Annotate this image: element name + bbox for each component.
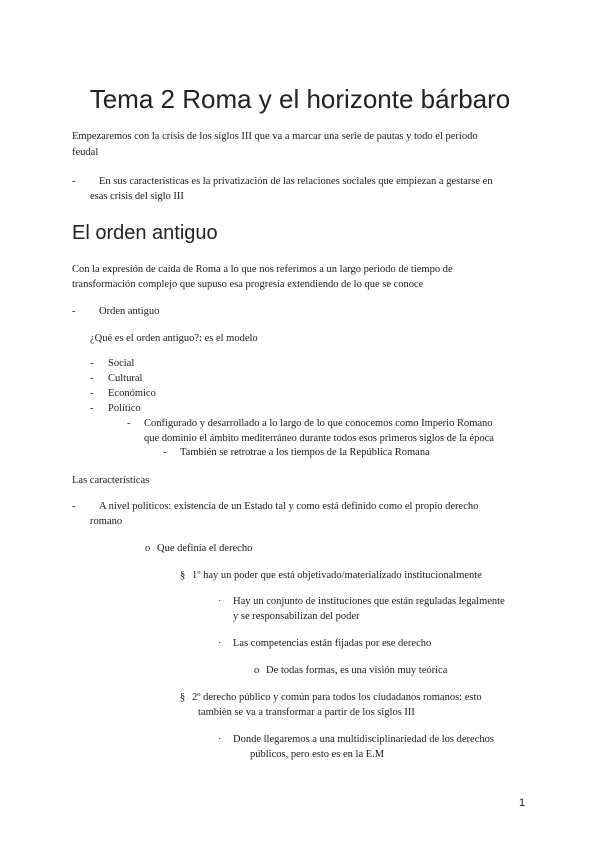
donde-line-1: Donde llegaremos a una multidisciplinariedad de los derechos [233,734,494,745]
intro-paragraph-line-2: feudal [72,147,99,158]
bullet-marker: - [127,418,131,429]
que-definia-line: Que definía el derecho [157,543,253,554]
point-2-line-1: 2º derecho público y común para todos los ciudadanos romanos: esto [192,692,482,703]
model-item-politico: Político [108,403,141,414]
dot-marker: · [218,596,222,607]
intro-paragraph-line-1: Empezaremos con la crisis de los siglos III que va a marcar una serie de pautas y todo el periodo [72,131,478,142]
bullet-marker: - [72,176,76,187]
donde-line-2: públicos, pero esto es en la E.M [250,749,385,760]
bullet-orden-antiguo: Orden antiguo [99,306,160,317]
circle-marker: o [254,665,260,676]
dot-marker: · [218,734,222,745]
section-paragraph-line-2: transformación complejo que supuso esa progresía extendiendo de lo que se conoce [72,279,424,290]
conjunto-line-2: y se responsabilizan del poder [233,611,360,622]
model-item-cultural: Cultural [108,373,143,384]
dot-marker: · [218,638,222,649]
page-number: 1 [519,797,526,809]
nivel-politico-line-2: romano [90,516,123,527]
point-1-line: 1º hay un poder que está objetivado/materializado institucionalmente [192,570,482,581]
bullet-marker: - [90,388,94,399]
nivel-politico-line-1: A nivel políticos: existencia de un Estado tal y como está definido como el propio derecho [99,501,479,512]
conjunto-line-1: Hay un conjunto de instituciones que están reguladas legalmente [233,596,505,607]
bullet-marker: - [163,447,167,458]
bullet-marker: - [90,358,94,369]
section-marker: § [180,692,186,703]
bullet-marker: - [72,501,76,512]
model-item-economico: Económico [108,388,156,399]
model-item-social: Social [108,358,135,369]
bullet-marker: - [72,306,76,317]
section-heading: El orden antiguo [72,222,218,244]
question-line: ¿Qué es el orden antiguo?: es el modelo [90,333,258,344]
point-2-line-2: también se va a transformar a partir de los siglos III [198,707,415,718]
document-title: Tema 2 Roma y el horizonte bárbaro [89,84,511,114]
bullet-marker: - [90,403,94,414]
bullet-marker: - [90,373,94,384]
sub-sub-bullet: También se retrotrae a los tiempos de la República Romana [180,447,430,458]
sub-bullet-line-2: que dominio el ámbito mediterráneo durante todos esos primeros siglos de la época [144,433,494,444]
intro-bullet-line-1: En sus características es la privatización de las relaciones sociales que empiezan a gestarse en [99,176,493,187]
competencias-line: Las competencias están fijadas por ese derecho [233,638,432,649]
section-marker: § [180,570,186,581]
caracteristicas-label: Las características [72,475,150,486]
section-paragraph-line-1: Con la expresión de caída de Roma a lo que nos referimos a un largo periodo de tiempo de [72,264,453,275]
sub-bullet-line-1: Configurado y desarrollado a lo largo de lo que conocemos como Imperio Romano [144,418,493,429]
vision-line: De todas formas, es una visión muy teórica [266,665,448,676]
circle-marker: o [145,543,151,554]
intro-bullet-line-2: esas crisis del siglo III [90,191,184,202]
